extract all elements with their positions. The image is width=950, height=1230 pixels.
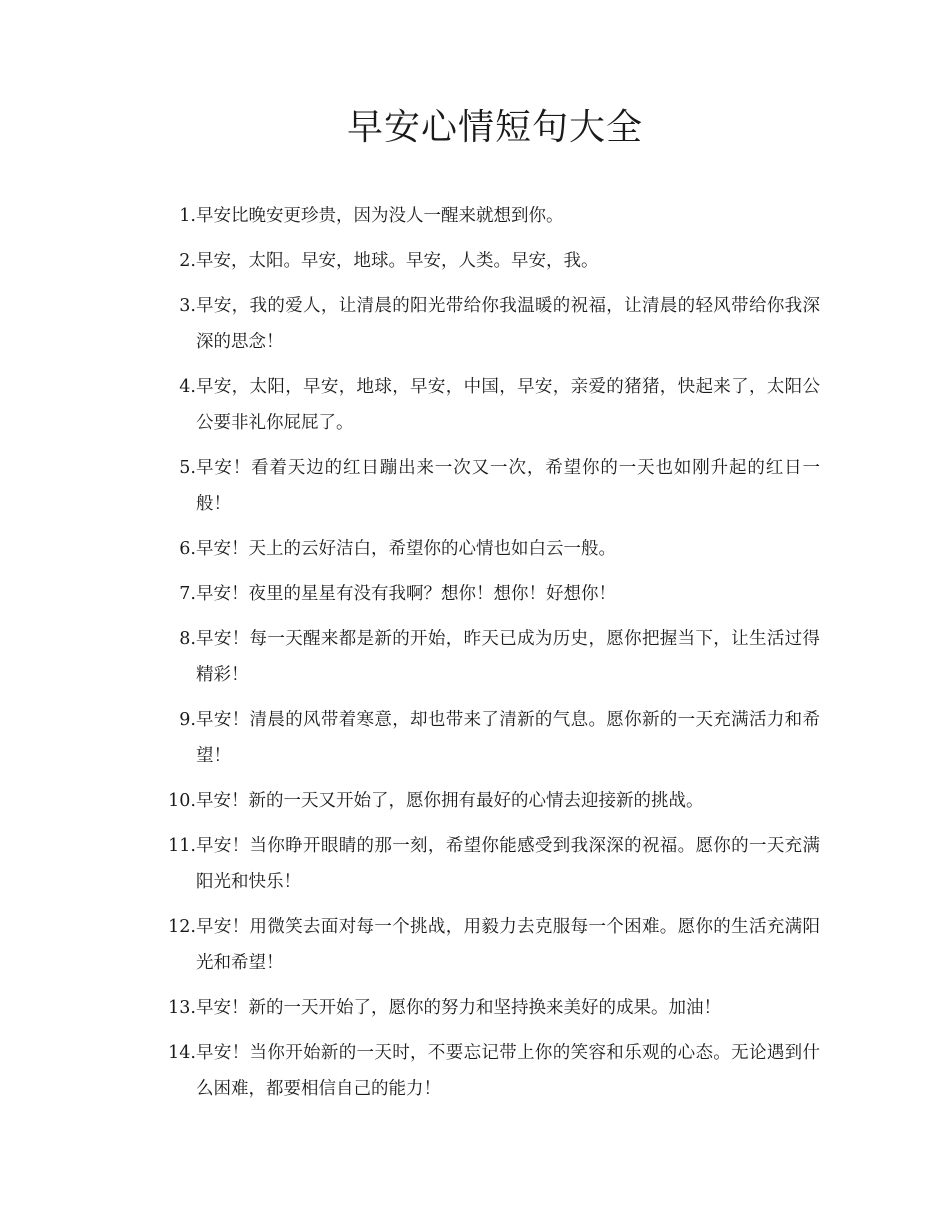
item-number: 1. (179, 206, 196, 226)
quote-list (160, 198, 820, 1116)
item-number: 3. (179, 296, 196, 316)
item-text: 早安！天上的云好洁白，希望你的心情也如白云一般。 (196, 539, 616, 559)
list-item (160, 531, 820, 567)
list-item (160, 369, 820, 441)
item-text: 早安！当你睁开眼睛的那一刻，希望你能感受到我深深的祝福。愿你的一天充满阳光和快乐！ (196, 836, 820, 892)
item-text: 早安，太阳。早安，地球。早安，人类。早安，我。 (196, 251, 599, 271)
item-number: 14. (168, 1043, 196, 1063)
item-text: 早安！新的一天又开始了，愿你拥有最好的心情去迎接新的挑战。 (196, 791, 704, 811)
item-number: 4. (179, 377, 196, 397)
item-text: 早安！用微笑去面对每一个挑战，用毅力去克服每一个困难。愿你的生活充满阳光和希望！ (196, 917, 820, 973)
item-text: 早安，我的爱人，让清晨的阳光带给你我温暖的祝福，让清晨的轻风带给你我深深的思念！ (196, 296, 820, 352)
list-item (160, 243, 820, 279)
page-title: 早安心情短句大全 (346, 107, 643, 148)
item-text: 早安，太阳，早安，地球，早安，中国，早安，亲爱的猪猪，快起来了，太阳公公要非礼你屁屁了。 (196, 377, 820, 433)
item-number: 9. (179, 710, 196, 730)
item-text: 早安！新的一天开始了，愿你的努力和坚持换来美好的成果。加油！ (196, 998, 721, 1018)
item-number: 8. (179, 629, 196, 649)
item-text: 早安！每一天醒来都是新的开始，昨天已成为历史，愿你把握当下，让生活过得精彩！ (196, 629, 820, 685)
item-text: 早安比晚安更珍贵，因为没人一醒来就想到你。 (196, 206, 564, 226)
list-item (160, 702, 820, 774)
item-number: 12. (168, 917, 196, 937)
item-number: 6. (179, 539, 196, 559)
list-item (160, 909, 820, 981)
item-number: 7. (179, 584, 196, 604)
item-number: 2. (179, 251, 196, 271)
list-item (160, 1035, 820, 1107)
item-text: 早安！夜里的星星有没有我啊？想你！想你！好想你！ (196, 584, 616, 604)
item-text: 早安！当你开始新的一天时，不要忘记带上你的笑容和乐观的心态。无论遇到什么困难，都要相信自己的能力！ (196, 1043, 820, 1099)
list-item (160, 621, 820, 693)
list-item (160, 576, 820, 612)
item-text: 早安！看着天边的红日蹦出来一次又一次，希望你的一天也如刚升起的红日一般！ (196, 458, 820, 514)
item-text: 早安！清晨的风带着寒意，却也带来了清新的气息。愿你新的一天充满活力和希望！ (196, 710, 820, 766)
list-item (160, 990, 820, 1026)
item-number: 11. (168, 836, 196, 856)
list-item (160, 288, 820, 360)
item-number: 13. (168, 998, 196, 1018)
list-item (160, 783, 820, 819)
item-number: 5. (179, 458, 196, 478)
list-item (160, 828, 820, 900)
item-number: 10. (168, 791, 196, 811)
list-item (160, 450, 820, 522)
list-item (160, 198, 820, 234)
